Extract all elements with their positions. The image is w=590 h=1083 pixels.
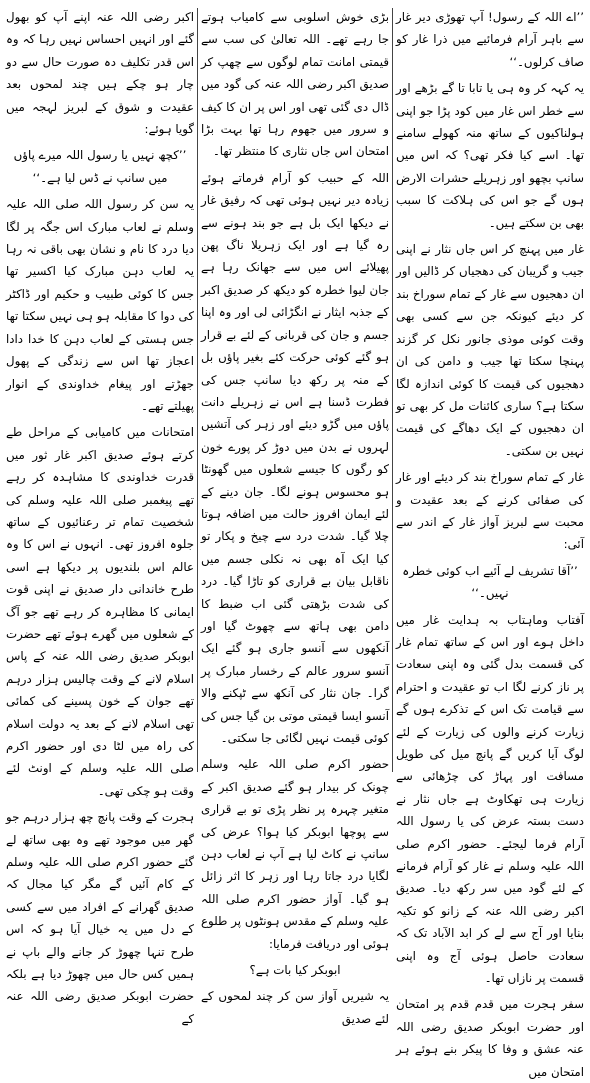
- text-column-left: [6, 6, 194, 1026]
- paragraph: ہجرت کے وقت پانچ چھ ہزار درہم جو گھر میں موجود تھے وہ بھی ساتھ لے گئے حضور اکرم صلی اللہ علیہ وسلم کے کام آئیں گے مگر کیا مجال کہ صدیق گھرانے کے افراد میں سے کسی کے دل میں یہ خیال آیا ہو کہ اس طرح تنہا چھوڑ کر جانے والے باپ نے ہمیں کس حال میں چھوڑ دیا ہے بلکہ حضرت ابوبکر صدیق رضی اللہ عنہ کے: [6, 810, 194, 1026]
- paragraph: غار میں پہنچ کر اس جاں نثار نے اپنی جیب و گریبان کی دھجیاں کر ڈالیں اور ان دھجیوں سے غار کے تمام سوراخ بند کر دیئے کیونکہ جن سے کسی بھی وقت کوئی موذی جانور نکل کر گزند پہنچا سکتا تھا جیب و دامن کی ان دھجیوں کی قیمت کا کوئی اندازہ لگا سکتا ہے؟ ساری کائنات مل کر بھی تو ان دھجیوں کے ایک دھاگے کی قیمت نہیں بن سکتی۔: [396, 242, 584, 458]
- paragraph: ’’آقا تشریف لے آئیے اب کوئی خطرہ نہیں۔‘‘: [402, 563, 578, 601]
- paragraph: غار کے تمام سوراخ بند کر دیئے اور غار کی صفائی کرنے کے بعد عقیدت و محبت سے لبریز آواز غار کے اندر سے آئی:: [396, 470, 584, 552]
- paragraph: سفر ہجرت میں قدم قدم پر امتحان اور حضرت ابوبکر صدیق رضی اللہ عنہ عشق و وفا کا پیکر بنے ہوئے ہر امتحان میں: [396, 997, 584, 1079]
- column-divider: [197, 8, 198, 772]
- paragraph: آفتاب وماہتاب بہ ہدایت غار میں داخل ہوے اور اس کے ساتھ تمام غار کی قسمت بدل گئی وہ اپنی سعادت پر ناز کرنے لگا اب تو عقیدت و احترام سے قیامت تک اس کے تذکرے ہوں گے زیارت کرنے والوں کی زیارت کے لئے لوگ آیا کریں گے پانچ میل کی طویل مسافت اور پہاڑ کی چڑھائی سے زیارت ہی تھکاوٹ ہے جاں نثار نے دست بستہ عرض کی یا رسول اللہ آرام فرما لیجئے۔ حضور اکرم صلی اللہ علیہ وسلم نے غار کو آرام فرمانے کے لئے گود میں سر رکھ دیا۔ صدیق اکبر رضی اللہ عنہ کے زانو کو تکیہ بنایا اور آج سے لے کر ابد الآباد تک کہ سعادت حاصل ہوئی آج وہ اپنی قسمت پر نازاں تھا۔: [396, 612, 584, 986]
- paragraph: حضور اکرم صلی اللہ علیہ وسلم چونک کر بیدار ہو گئے صدیق اکبر کے متغیر چہرہ پر نظر پڑی تو بے قراری سے پوچھا ابوبکر کیا ہوا؟ عرض کی سانپ نے کاٹ لیا ہے آپ نے لعاب دہن لگایا درد جاتا رہا اور زہر کا اثر زائل ہو گیا۔ آواز حضور اکرم صلی اللہ علیہ وسلم کے مقدس ہونٹوں پر طلوع ہوئی اور دریافت فرمایا:: [201, 757, 389, 951]
- paragraph: ’’اے اللہ کے رسول! آپ تھوڑی دیر غار سے باہر آرام فرمائیے میں ذرا غار کو صاف کرلوں۔‘‘: [396, 10, 584, 69]
- paragraph: بڑی خوش اسلوبی سے کامیاب ہوتے جا رہے تھے۔ اللہ تعالیٰ کی سب سے قیمتی امانت تمام لوگوں سے چھپ کر صدیق اکبر رضی اللہ عنہ کی گود میں ڈال دی گئی تھی اور اس پر ان کا کیف و سرور میں جھوم رہا تھا بہت بڑا امتحان اس جاں نثاری کا منتظر تھا۔: [201, 10, 389, 159]
- paragraph: امتحانات میں کامیابی کے مراحل طے کرتے ہوئے صدیق اکبر غار ثور میں قدرت خداوندی کا مشاہدہ کر رہے تھے پیغمبر صلی اللہ علیہ وسلم کی شخصیت تمام تر رعنائیوں کے ساتھ جلوہ افروز تھی۔ انہوں نے اس کا وہ عالم اس بلندیوں پر دیکھا ہے اسی طرح خاندانی دار صدیق نے اپنی قوت ایمانی کا مظاہرہ کر رہے تھے جو آگ کے شعلوں میں گھرے ہوئے تھے حضرت ابوبکر صدیق رضی اللہ عنہ کے پاس اسلام لانے کے وقت چالیس ہزار درہم تھے جوان کے خون پسینے کی کمائی تھی اسلام لانے کے بعد یہ دولت اسلام کی راہ میں لٹا دی اور حضور اکرم صلی اللہ علیہ وسلم کے اونٹ لئے وقت ہو چکی تھی۔: [6, 425, 194, 798]
- text-column-right: [396, 6, 584, 1079]
- paragraph: یہ سن کر رسول اللہ صلی اللہ علیہ وسلم نے لعاب مبارک اس جگہ پر لگا دیا درد کا نام و نشان بھی باقی نہ رہا یہ لعاب دہن مبارک کیا اکسیر تھا جس کا کوئی طبیب و حکیم اور ڈاکٹر کی دوا کا مقابلہ ہو ہی نہیں سکتا تھا جس ہستی کے لعاب دہن کا خدا دادا اعجاز تھا اس سے زندگی کے پھول جھڑتے اور پیغام خداوندی کے انوار پھیلتے تھے۔: [6, 197, 194, 413]
- paragraph: یہ شیریں آواز سن کر چند لمحوں کے لئے صدیق: [201, 989, 389, 1026]
- paragraph: اللہ کے حبیب کو آرام فرماتے ہوئے زیادہ دیر نہیں ہوئی تھی کہ رفیق غار نے دیکھا ایک بل ہے جو بند ہونے سے رہ گیا ہے اور ایک زہریلا ناگ پھن پھیلائے اس میں سے جھانک رہا ہے جان لیوا خطرہ کو دیکھ کر صدیق اکبر کے جذبہ ایثار نے انگڑائی لی اور وہ اپنا جسم و جان کی قربانی کے لئے بے قرار ہو گئے کوئی حرکت کئے بغیر پاؤں بل کے منہ پر رکھ دیا سانپ جس کی فطرت ڈسنا ہے اس نے زہریلے دانت پاؤں میں گڑو دیئے اور زہر کی آتشیں لہروں نے بدن میں دوڑ کر پورے خون کو رگوں کا جیسے شعلوں میں گھونٹا ہو محسوس ہونے لگا۔ جان دینے کے لئے ایمان افروز حالت میں اضافہ ہوتا چلا گیا۔ شدت درد سے چیخ و پکار تو کیا ایک آہ بھی نہ نکلی جسم میں ناقابل بیان بے قراری کو تاڑا گیا۔ درد کی شدت بڑھتی گئی اب ضبط کا دامن بھی ہاتھ سے چھوٹ گیا اور آنکھوں سے آنسو جاری ہو گئے ایک آنسو سرور عالم کے رخسار مبارک پر گرا۔ جان نثار کی آنکھ سے ٹپکنے والا آنسو ایسا قیمتی موتی بن گیا جس کی کوئی قیمت نہیں لگائی جا سکتی۔: [201, 170, 389, 745]
- paragraph: اکبر رضی اللہ عنہ اپنے آپ کو بھول گئے اور انہیں احساس نہیں رہا کہ وہ اس قدر تکلیف دہ صورت حال سے دو چار ہو چکے ہیں چند لمحوں بعد عقیدت و شوق کے لبریز لہجہ میں گویا ہوئے:: [6, 10, 194, 137]
- paragraph: ’’کچھ نہیں یا رسول اللہ میرے پاؤں میں سانپ نے ڈس لیا ہے۔‘‘: [13, 148, 187, 185]
- column-divider: [392, 8, 393, 772]
- text-column-middle: [201, 6, 389, 1026]
- paragraph: ابوبکر کیا بات ہے؟: [249, 963, 341, 978]
- paragraph: یہ کہہ کر وہ ہی یا تابا تا گے بڑھے اور سے خطر اس غار میں کود پڑا جو اپنی ہولناکیوں کے ساتھ منہ کھولے سامنے تھا۔ اسے کیا فکر تھی؟ کہ اس میں سانپ بچھو اور زہریلے حشرات الارض ہوں گے جو اس کی ہلاکت کا سبب بھی بن سکتے ہیں۔: [396, 81, 584, 230]
